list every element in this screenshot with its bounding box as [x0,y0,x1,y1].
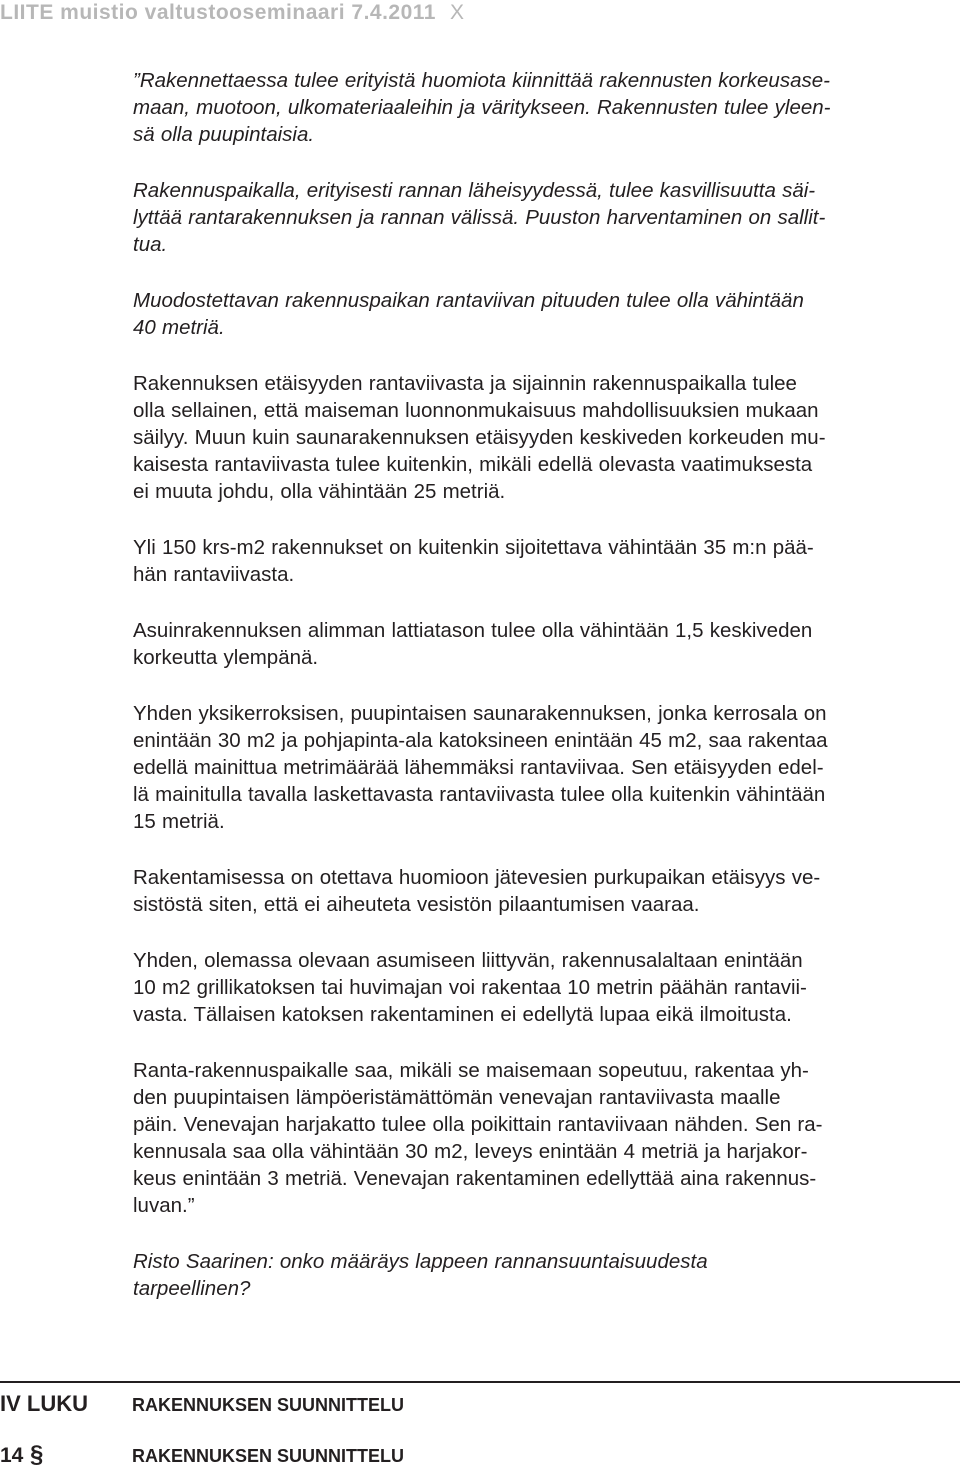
text-line: 40 metriä. [133,316,225,339]
text-line: Yli 150 krs-m2 rakennukset on kuitenkin sijoitettava vähintään 35 m:n pää- [133,536,814,559]
body-paragraph [133,370,955,505]
text-line: tua. [133,233,168,256]
chapter-title: RAKENNUKSEN SUUNNITTELU [132,1395,405,1415]
body-paragraph [133,617,955,671]
text-line: 15 metriä. [133,810,225,833]
text-line: Asuinrakennuksen alimman lattiatason tulee olla vähintään 1,5 keskiveden [133,619,813,642]
quote-paragraph [133,67,955,148]
chapter-number: IV LUKU [0,1391,88,1416]
body-paragraph [133,947,955,1028]
footer-divider [0,1381,960,1383]
text-line: Rakentamisessa on otettava huomioon jätevesien purkupaikan etäisyys ve- [133,866,821,889]
section-sign: § [30,1441,44,1468]
text-line: ”Rakennettaessa tulee erityistä huomiota kiinnittää rakennusten korkeusase- [133,69,830,92]
header-title: LIITE muistio valtustooseminaari 7.4.2011 [0,1,436,24]
text-line: lä mainitulla tavalla laskettavasta rantaviivasta tulee olla kuitenkin vähintään [133,783,826,806]
text-line: olla sellainen, että maiseman luonnonmukaisuus mahdollisuuksien mukaan [133,399,819,422]
body-paragraph [133,1057,955,1219]
body-paragraph [133,534,955,588]
text-line: enintään 30 m2 ja pohjapinta-ala katoksineen enintään 45 m2, saa rakentaa [133,729,828,752]
text-line: säilyy. Muun kuin saunarakennuksen etäisyyden keskiveden korkeuden mu- [133,426,826,449]
text-line: Risto Saarinen: onko määräys lappeen rannansuuntaisuudesta [133,1250,708,1273]
document-header [0,0,465,26]
page-number: 14 [0,1444,24,1467]
text-line: edellä mainittua metrimäärää lähemmäksi rantaviivaa. Sen etäisyyden edel- [133,756,824,779]
text-line: sistöstä siten, että ei aiheuteta vesistön pilaantumisen vaaraa. [133,893,700,916]
text-line: hän rantaviivasta. [133,563,295,586]
text-line: tarpeellinen? [133,1277,251,1300]
text-line: vasta. Tällaisen katoksen rakentaminen ei edellytä lupaa eikä ilmoitusta. [133,1003,792,1026]
text-line: kaisesta rantaviivasta tulee kuitenkin, mikäli edellä olevasta vaatimuksesta [133,453,813,476]
text-line: lyttää rantarakennuksen ja rannan välissä. Puuston harventaminen on sallit- [133,206,826,229]
body-paragraph [133,864,955,918]
header-close-mark: X [450,1,465,24]
text-line: Muodostettavan rakennuspaikan rantaviivan pituuden tulee olla vähintään [133,289,804,312]
text-line: keus enintään 3 metriä. Venevajan rakentaminen edellyttää aina rakennus- [133,1167,817,1190]
document-body [133,67,955,1331]
text-line: ei muuta johdu, olla vähintään 25 metriä. [133,480,506,503]
quote-paragraph [133,287,955,341]
text-line: Ranta-rakennuspaikalle saa, mikäli se maisemaan sopeutuu, rakentaa yh- [133,1059,809,1082]
text-line: 10 m2 grillikatoksen tai huvimajan voi rakentaa 10 metrin päähän rantavii- [133,976,807,999]
section-title: RAKENNUKSEN SUUNNITTELU [132,1446,405,1466]
text-line: den puupintaisen lämpöeristämättömän venevajan rantaviivasta maalle [133,1086,781,1109]
quote-paragraph [133,177,955,258]
text-line: Rakennuksen etäisyyden rantaviivasta ja sijainnin rakennuspaikalla tulee [133,372,797,395]
chapter-footer [0,1390,404,1418]
text-line: Yhden, olemassa olevaan asumiseen liittyvän, rakennusalaltaan enintään [133,949,803,972]
text-line: Yhden yksikerroksisen, puupintaisen saunarakennuksen, jonka kerrosala on [133,702,827,725]
text-line: maan, muotoon, ulkomateriaaleihin ja väritykseen. Rakennusten tulee yleen- [133,96,831,119]
page-footer [0,1441,404,1469]
comment-paragraph [133,1248,955,1302]
text-line: kennusala saa olla vähintään 30 m2, leveys enintään 4 metriä ja harjakor- [133,1140,808,1163]
text-line: sä olla puupintaisia. [133,123,315,146]
body-paragraph [133,700,955,835]
text-line: luvan.” [133,1194,195,1217]
text-line: Rakennuspaikalla, erityisesti rannan läheisyydessä, tulee kasvillisuutta säi- [133,179,816,202]
text-line: päin. Venevajan harjakatto tulee olla poikittain rantaviivaan nähden. Sen ra- [133,1113,823,1136]
text-line: korkeutta ylempänä. [133,646,319,669]
